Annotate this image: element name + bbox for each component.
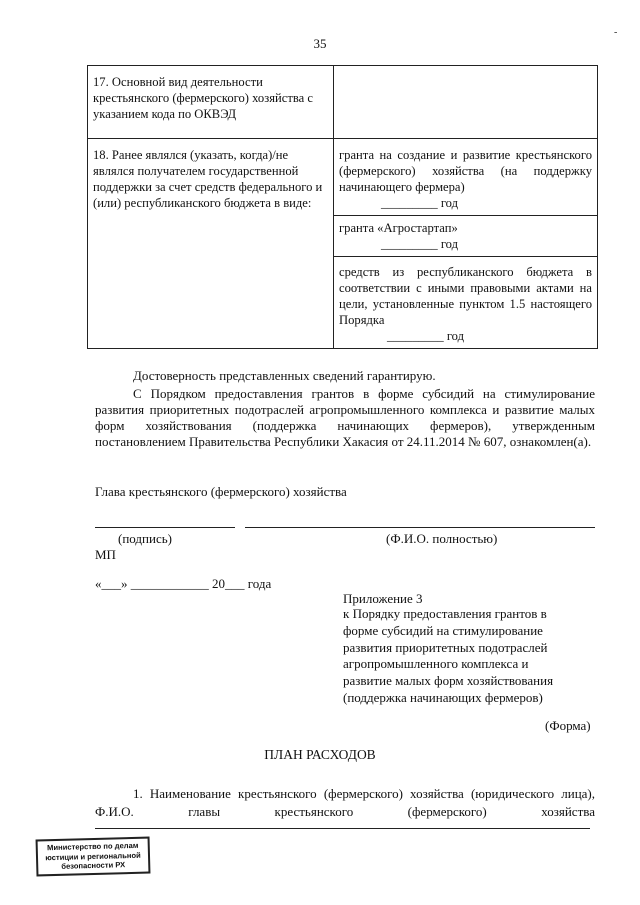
stamp-place-label: МП [95,547,116,562]
row18-option-grant [334,139,598,216]
signature-line[interactable] [95,527,235,528]
fio-label: (Ф.И.О. полностью) [386,531,498,546]
head-title: Глава крестьянского (фермерского) хозяйства [95,484,347,499]
option-republic-text: средств из республиканского бюджета в соответствии с иными правовыми актами на цели, установленные пунктом 1.5 настоящего Порядка [339,265,592,327]
appendix-text: к Порядку предоставления грантов в форме субсидий на стимулирование развития приоритетных подотраслей агропромышленного комплекса и развитие малых форм хозяйствования (поддержка начинающих фермеров) [343,606,554,705]
row18-option-agrostartap [334,216,598,257]
ministry-stamp: Министерство по делам юстиции и региональной безопасности РХ [36,837,151,876]
row18-option-republic [334,257,598,349]
row18-label: 18. Ранее являлся (указать, когда)/не являлся получателем государственной поддержки за счет средств федерального и (или) республиканского бюджета в виде: [88,139,334,349]
date-line[interactable]: «___» ____________ 20___ года [95,576,272,591]
plan-title: ПЛАН РАСХОДОВ [264,747,376,762]
row17-value[interactable] [334,66,598,139]
item1-answer-line[interactable] [95,828,590,829]
corner-mark: - [614,27,618,38]
row17-label: 17. Основной вид деятельности крестьянского (фермерского) хозяйства с указанием кода по ОКВЭД [88,66,334,139]
option-agrostartap-year[interactable]: _________ год [381,237,459,251]
table-row-18 [88,139,598,216]
signature-label: (подпись) [118,531,172,546]
option-grant-year[interactable]: _________ год [381,196,459,210]
fio-line[interactable] [245,527,595,528]
option-republic-year[interactable]: _________ год [387,329,465,343]
table-row-17 [88,66,598,139]
item1-text: 1. Наименование крестьянского (фермерского) хозяйства (юридического лица), Ф.И.О. главы крестьянского (фермерского) хозяйства [95,786,595,819]
acquaint-paragraph: С Порядком предоставления грантов в форме субсидий на стимулирование развития приоритетных подотраслей агропромышленного комплекса и развитие малых форм хозяйствования (поддержка начинающих фермеров), утвержденным постановлением Правительства Республики Хакасия от 24.11.2014 № 607, ознакомлен(а). [95,386,595,449]
form-label: (Форма) [545,718,591,733]
option-agrostartap-text: гранта «Агростартап» [339,221,458,235]
guarantee-text: Достоверность представленных сведений гарантирую. [133,368,436,383]
option-grant-text: гранта на создание и развитие крестьянского (фермерского) хозяйства (на поддержку начинающего фермера) [339,148,592,194]
application-table [87,65,598,349]
page-number: 35 [313,36,327,51]
appendix-title: Приложение 3 [343,591,423,606]
